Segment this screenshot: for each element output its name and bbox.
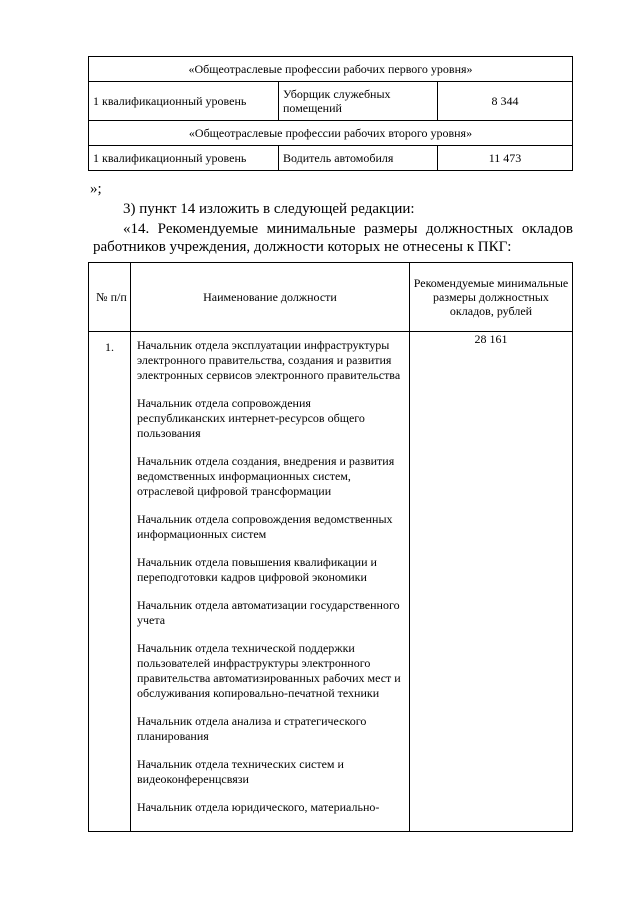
position-name: Уборщик служебных помещений — [279, 82, 438, 121]
column-header-number: № п/п — [89, 263, 131, 332]
salary-table-workers — [88, 56, 573, 171]
position-item: Начальник отдела технической поддержки пользователей инфраструктуры электронного правительства автоматизированных рабочих мест и обслуживания копировально-печатной техники — [137, 641, 401, 700]
salary-value: 8 344 — [438, 82, 573, 121]
table-row — [89, 332, 573, 832]
table-row — [89, 82, 573, 121]
position-item: Начальник отдела сопровождения ведомственных информационных систем — [137, 512, 393, 541]
position-item: Начальник отдела сопровождения республиканских интернет-ресурсов общего пользования — [137, 396, 365, 440]
position-item: Начальник отдела создания, внедрения и развития ведомственных информационных систем, отраслевой цифровой трансформации — [137, 454, 395, 498]
position-name: Водитель автомобиля — [279, 146, 438, 171]
qualification-level: 1 квалификационный уровень — [89, 82, 279, 121]
position-item: Начальник отдела технических систем и видеоконференцсвязи — [137, 757, 344, 786]
qualification-level: 1 квалификационный уровень — [89, 146, 279, 171]
table-row — [89, 146, 573, 171]
column-header-position: Наименование должности — [131, 263, 410, 332]
group-header-level1: «Общеотраслевые профессии рабочих первого уровня» — [89, 57, 573, 82]
row-number: 1. — [89, 332, 131, 832]
column-header-salary: Рекомендуемые минимальные размеры должностных окладов, рублей — [410, 263, 573, 332]
position-item: Начальник отдела юридического, материально- — [137, 800, 380, 814]
position-item: Начальник отдела автоматизации государственного учета — [137, 598, 400, 627]
position-item: Начальник отдела повышения квалификации и переподготовки кадров цифровой экономики — [137, 555, 377, 584]
position-item: Начальник отдела эксплуатации инфраструктуры электронного правительства, создания и развития электронных сервисов электронного правительства — [137, 338, 401, 382]
group-header-level2: «Общеотраслевые профессии рабочих второго уровня» — [89, 121, 573, 146]
closing-quote: »; — [90, 181, 102, 197]
position-list-cell — [131, 332, 410, 832]
salary-table-positions — [88, 262, 573, 832]
paragraph-item-14-line1: «14. Рекомендуемые минимальные размеры должностных окладов — [123, 221, 573, 237]
paragraph-item-14-line2: работников учреждения, должности которых не отнесены к ПКГ: — [93, 239, 512, 255]
table-header-row — [89, 263, 573, 332]
salary-value: 11 473 — [438, 146, 573, 171]
paragraph-item-3: 3) пункт 14 изложить в следующей редакции: — [123, 201, 415, 217]
position-item: Начальник отдела анализа и стратегического планирования — [137, 714, 367, 743]
salary-value: 28 161 — [410, 332, 573, 832]
